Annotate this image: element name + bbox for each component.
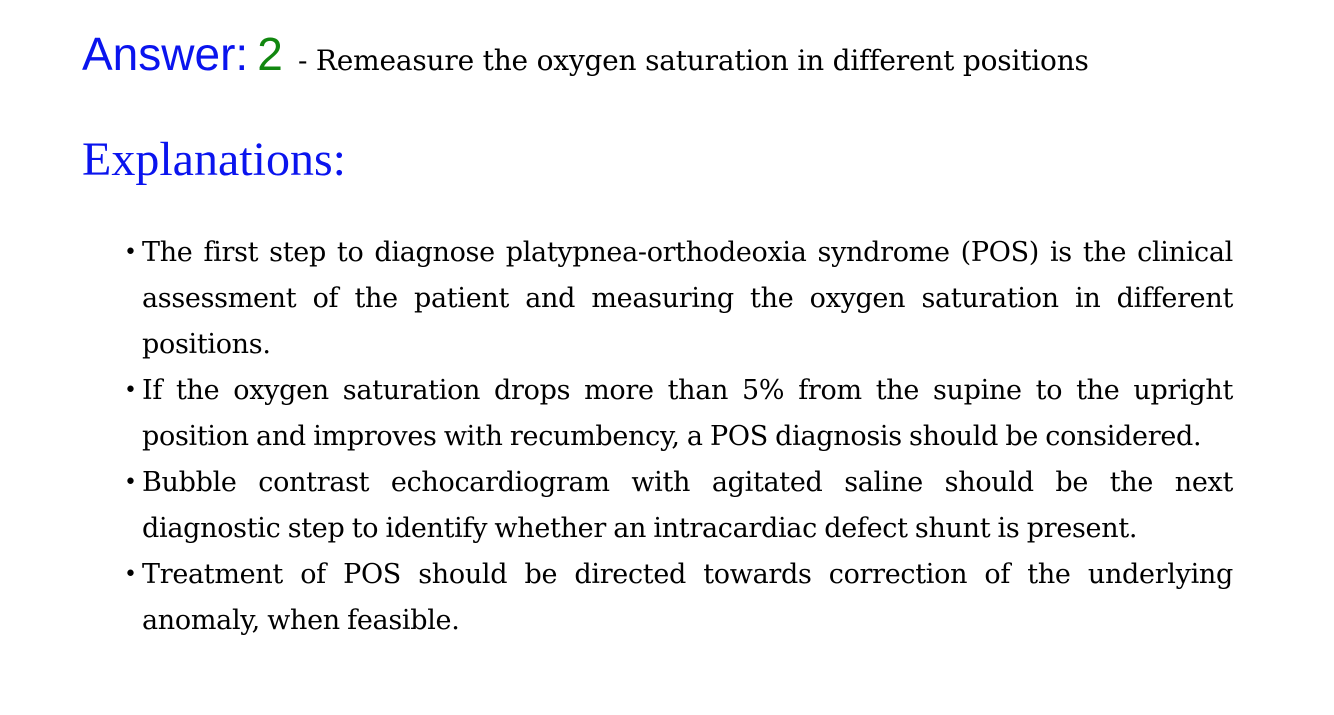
explanation-text: Bubble contrast echocardiogram with agitated saline should be the next diagnostic step to identify whether an intracardiac defect shunt is present. bbox=[142, 467, 1233, 544]
explanation-text: If the oxygen saturation drops more than 5% from the supine to the upright position and improves with recumbency, a POS diagnosis should be considered. bbox=[142, 375, 1233, 452]
explanation-text: Treatment of POS should be directed towards correction of the underlying anomaly, when feasible. bbox=[142, 559, 1233, 636]
bullet-icon: • bbox=[124, 240, 137, 265]
explanation-text: The first step to diagnose platypnea-orthodeoxia syndrome (POS) is the clinical assessment of the patient and measuring the oxygen saturation in different positions. bbox=[142, 237, 1233, 360]
explanation-item bbox=[118, 230, 1233, 368]
explanation-item bbox=[118, 368, 1233, 460]
bullet-icon: • bbox=[124, 562, 137, 587]
bullet-icon: • bbox=[124, 378, 137, 403]
answer-text: - Remeasure the oxygen saturation in different positions bbox=[297, 44, 1089, 77]
explanation-item bbox=[118, 460, 1233, 552]
explanations-heading: Explanations: bbox=[82, 133, 346, 186]
explanations-list bbox=[118, 230, 1233, 644]
answer-label: Answer: bbox=[82, 28, 249, 80]
bullet-icon: • bbox=[124, 470, 137, 495]
answer-line bbox=[82, 26, 1089, 93]
explanation-item bbox=[118, 552, 1233, 644]
answer-number: 2 bbox=[257, 28, 283, 80]
